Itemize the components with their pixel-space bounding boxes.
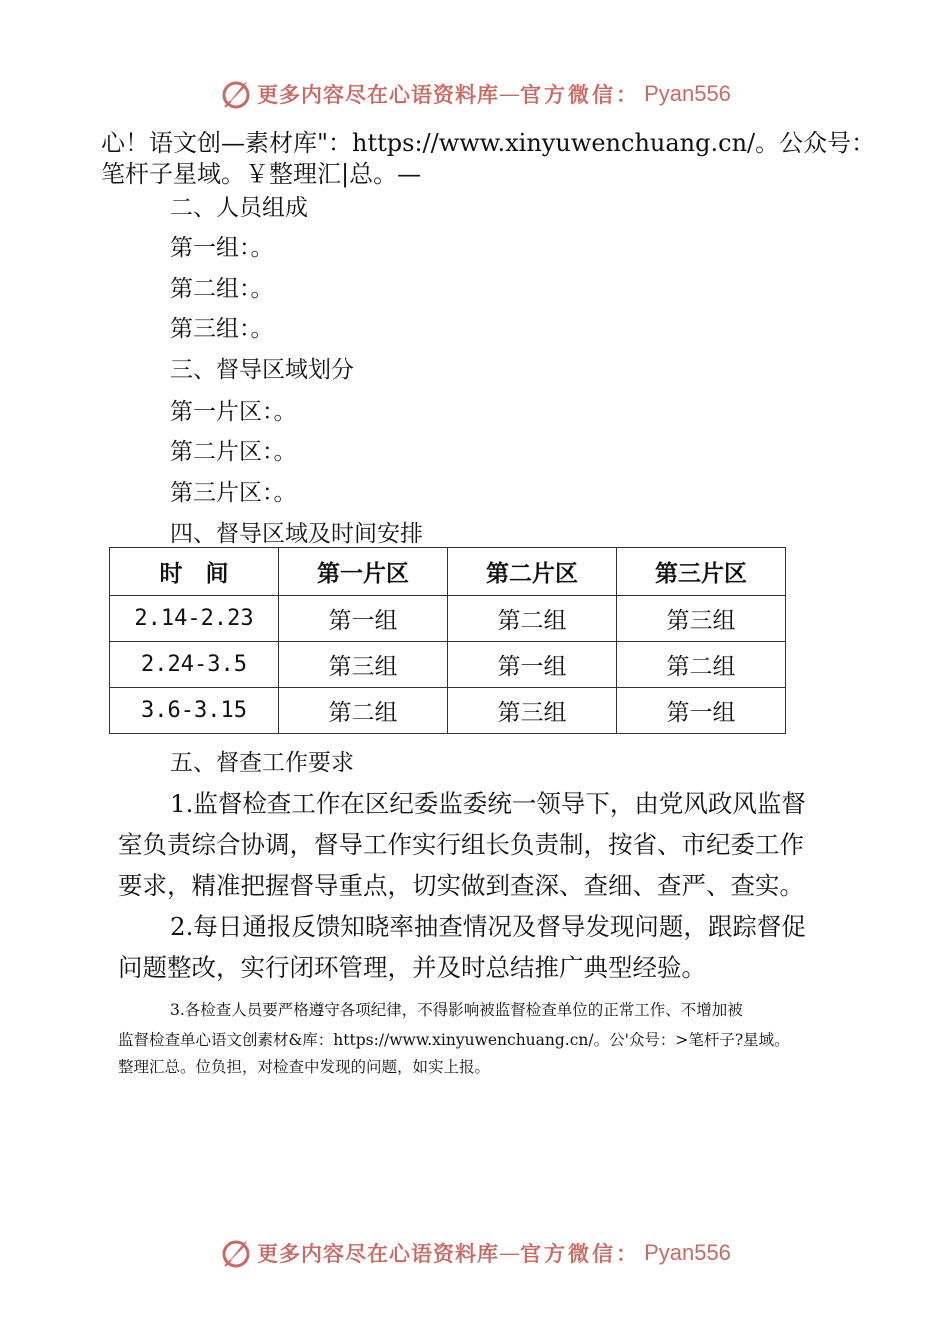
table-cell: 2.14-2.23 xyxy=(110,596,279,642)
group-3-item: 第三组：。 xyxy=(170,316,274,342)
header-cell-area-1: 第一片区 xyxy=(279,548,448,596)
requirement-1-line-1: 1.监督检查工作在区纪委监委统一领导下，由党风政风监督 xyxy=(170,789,806,818)
table-cell: 第二组 xyxy=(279,688,448,734)
footer-watermark-banner xyxy=(0,1231,950,1275)
banner-brand-text: 更多内容尽在心语资料库 xyxy=(257,1241,500,1266)
banner-wechat-id: Pyan556 xyxy=(644,1240,731,1265)
area-1-item: 第一片区：。 xyxy=(170,399,297,425)
table-cell: 第三组 xyxy=(279,642,448,688)
requirement-1-line-3: 要求，精准把握督导重点，切实做到查深、查细、查严、查实。 xyxy=(118,871,804,900)
banner-dash: — xyxy=(499,1241,521,1265)
header-cell-area-3: 第三片区 xyxy=(617,548,786,596)
table-row xyxy=(110,596,786,642)
table-cell: 第一组 xyxy=(617,688,786,734)
banner-wechat-label: 官方微信： xyxy=(520,1241,641,1266)
quill-pen-logo-icon xyxy=(219,1236,253,1270)
table-cell: 第一组 xyxy=(279,596,448,642)
area-3-item: 第三片区：。 xyxy=(170,480,297,506)
header-cell-area-2: 第二片区 xyxy=(448,548,617,596)
table-cell: 2.24-3.5 xyxy=(110,642,279,688)
header-watermark-banner xyxy=(0,72,950,116)
banner-dash: — xyxy=(499,82,521,106)
requirement-3-line-3: 整理汇总。位负担，对检查中发现的问题，如实上报。 xyxy=(118,1058,491,1076)
table-row xyxy=(110,688,786,734)
table-cell: 第一组 xyxy=(448,642,617,688)
banner-wechat-label: 官方微信： xyxy=(520,82,641,107)
requirement-3-line-2: 监督检查单心语文创素材&库：https://www.xinyuwenchuang.cn/。公'众号：>笔杆子?星域。 xyxy=(118,1031,790,1049)
schedule-table xyxy=(109,547,786,734)
quill-pen-logo-icon xyxy=(219,77,253,111)
intro-line-2: 笔杆子星域。￥整理汇|总。— xyxy=(101,160,422,188)
requirement-3-line-1: 3.各检查人员要严格遵守各项纪律，不得影响被监督检查单位的正常工作、不增加被 xyxy=(170,1001,743,1019)
requirement-1-line-2: 室负责综合协调，督导工作实行组长负责制，按省、市纪委工作 xyxy=(118,830,804,859)
table-row xyxy=(110,642,786,688)
section-areas-heading: 三、督导区域划分 xyxy=(170,357,354,383)
header-cell-time: 时 间 xyxy=(110,548,279,596)
group-2-item: 第二组：。 xyxy=(170,276,274,302)
table-cell: 第二组 xyxy=(448,596,617,642)
table-header-row xyxy=(110,548,786,596)
section-personnel-heading: 二、人员组成 xyxy=(170,195,308,221)
table-cell: 3.6-3.15 xyxy=(110,688,279,734)
banner-brand-text: 更多内容尽在心语资料库 xyxy=(257,82,500,107)
intro-line-1: 心！语文创—素材库"：https://www.xinyuwenchuang.cn/。公众号： xyxy=(101,129,876,157)
area-2-item: 第二片区：。 xyxy=(170,439,297,465)
section-requirements-heading: 五、督查工作要求 xyxy=(170,750,354,776)
requirement-2-line-2: 问题整改，实行闭环管理，并及时总结推广典型经验。 xyxy=(118,953,706,982)
banner-wechat-id: Pyan556 xyxy=(644,81,731,106)
table-cell: 第二组 xyxy=(617,642,786,688)
table-cell: 第三组 xyxy=(448,688,617,734)
section-schedule-heading: 四、督导区域及时间安排 xyxy=(170,521,423,547)
group-1-item: 第一组：。 xyxy=(170,235,274,261)
table-cell: 第三组 xyxy=(617,596,786,642)
requirement-2-line-1: 2.每日通报反馈知晓率抽查情况及督导发现问题，跟踪督促 xyxy=(170,912,806,941)
